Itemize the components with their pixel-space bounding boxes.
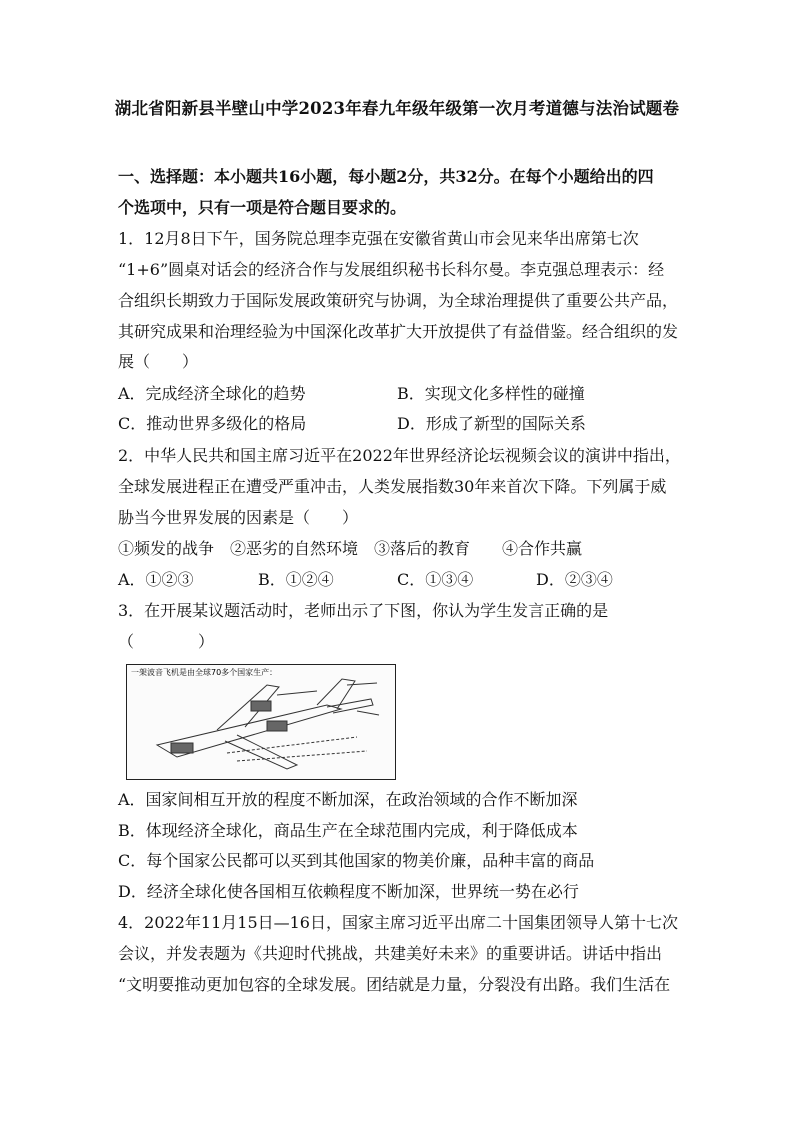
section-heading-line-1: 一、选择题：本小题共16小题，每小题2分，共32分。在每个小题给出的四 xyxy=(118,167,654,186)
q1-line-1: 1．12月8日下午，国务院总理李克强在安徽省黄山市会见来华出席第七次 xyxy=(118,229,639,248)
q2-line-1: 2．中华人民共和国主席习近平在2022年世界经济论坛视频会议的演讲中指出， xyxy=(118,446,681,465)
airplane-figure xyxy=(126,664,396,780)
q4-line-1: 4．2022年11月15日—16日，国家主席习近平出席二十国集团领导人第十七次 xyxy=(118,913,678,932)
q3-line-1: 3．在开展某议题活动时，老师出示了下图，你认为学生发言正确的是 xyxy=(118,601,609,620)
q2-option-c: C．①③④ xyxy=(397,570,474,589)
q1-line-4: 其研究成果和治理经验为中国深化改革扩大开放提供了有益借鉴。经合组织的发 xyxy=(118,322,679,341)
section-heading-line-2: 个选项中，只有一项是符合题目要求的。 xyxy=(118,198,407,217)
q2-line-2: 全球发展进程正在遭受严重冲击，人类发展指数30年来首次下降。下列属于威 xyxy=(118,477,667,496)
q2-option-d: D．②③④ xyxy=(536,570,613,589)
q2-items: ①频发的战争 ②恶劣的自然环境 ③落后的教育 ④合作共赢 xyxy=(118,539,583,558)
q3-option-c: C．每个国家公民都可以买到其他国家的物美价廉，品种丰富的商品 xyxy=(118,851,595,870)
q1-option-b: B．实现文化多样性的碰撞 xyxy=(397,384,585,403)
figure-caption: 一架波音飞机是由全球70多个国家生产： xyxy=(131,668,278,677)
q1-line-3: 合组织长期致力于国际发展政策研究与协调，为全球治理提供了重要公共产品， xyxy=(118,291,679,310)
q1-option-a: A．完成经济全球化的趋势 xyxy=(118,384,306,403)
q4-line-2: 会议，并发表题为《共迎时代挑战，共建美好未来》的重要讲话。讲话中指出 xyxy=(118,944,663,963)
q2-option-b: B．①②④ xyxy=(258,570,334,589)
page-title: 湖北省阳新县半壁山中学2023年春九年级年级第一次月考道德与法治试题卷 xyxy=(114,99,680,118)
q1-option-d: D．形成了新型的国际关系 xyxy=(397,414,586,433)
q1-option-c: C．推动世界多级化的格局 xyxy=(118,414,307,433)
q3-option-d: D．经济全球化使各国相互依赖程度不断加深，世界统一势在必行 xyxy=(118,882,579,901)
q4-line-3: “文明要推动更加包容的全球发展。团结就是力量，分裂没有出路。我们生活在 xyxy=(118,975,671,994)
q1-line-5: 展（ ） xyxy=(118,352,199,371)
q1-line-2: “1+6”圆桌对话会的经济合作与发展组织秘书长科尔曼。李克强总理表示：经 xyxy=(118,260,665,279)
airplane-illustration-icon xyxy=(127,665,395,779)
q3-line-2: （ ） xyxy=(118,632,215,651)
q2-option-a: A．①②③ xyxy=(118,570,194,589)
q3-option-a: A．国家间相互开放的程度不断加深，在政治领域的合作不断加深 xyxy=(118,790,578,809)
q2-line-3: 胁当今世界发展的因素是（ ） xyxy=(118,508,359,527)
q3-option-b: B．体现经济全球化，商品生产在全球范围内完成，利于降低成本 xyxy=(118,821,578,840)
